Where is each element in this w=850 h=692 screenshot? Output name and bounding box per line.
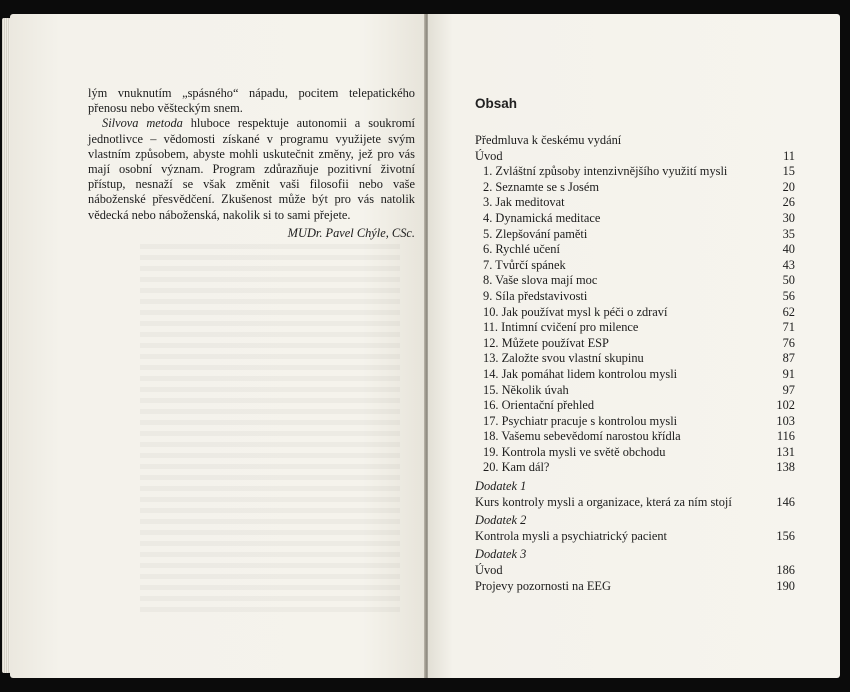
toc-appendix-title: Dodatek 1: [475, 479, 527, 494]
toc-page-number: 71: [782, 320, 795, 335]
toc-entry: [475, 445, 795, 461]
toc-entry: [475, 211, 795, 227]
toc-entry: [475, 579, 795, 595]
toc-appendix-title: Dodatek 2: [475, 513, 527, 528]
toc-entry-title: Kurs kontroly mysli a organizace, která za ním stojí: [475, 494, 732, 509]
toc-entry-title: 14. Jak pomáhat lidem kontrolou mysli: [483, 366, 678, 381]
toc-page-number: 138: [776, 460, 795, 475]
toc-entry-title: Předmluva k českému vydání: [475, 133, 622, 147]
toc-entry-title: Kontrola mysli a psychiatrický pacient: [475, 528, 668, 543]
toc-entry: [475, 351, 795, 367]
paragraph-2-italic-lead: Silvova metoda: [102, 116, 183, 131]
toc-entry-title: 1. Zvláštní způsoby intenzivnějšího využití mysli: [483, 164, 728, 179]
right-page: [428, 14, 840, 678]
show-through-text: [140, 244, 400, 614]
toc-entry-title: 3. Jak meditovat: [483, 195, 565, 210]
toc-page-number: 87: [782, 351, 795, 366]
toc-page-number: 50: [782, 273, 795, 288]
toc-entry: [475, 320, 795, 336]
toc-page-number: 40: [782, 242, 795, 257]
toc-entry: [475, 242, 795, 258]
toc-entry: [475, 495, 795, 511]
toc-entry-title: 2. Seznamte se s Josém: [483, 179, 599, 194]
toc-entry-title: 19. Kontrola mysli ve světě obchodu: [483, 444, 666, 459]
toc-entry: [475, 133, 795, 149]
toc-entry-title: 17. Psychiatr pracuje s kontrolou mysli: [483, 413, 678, 428]
toc-page-number: 76: [782, 335, 795, 350]
toc-page-number: 15: [782, 164, 795, 179]
left-page: [10, 14, 425, 678]
toc-page-number: 156: [776, 528, 795, 543]
toc-page-number: 26: [782, 195, 795, 210]
toc-page-number: 43: [782, 257, 795, 272]
toc-entry: [475, 529, 795, 545]
toc-entry: [475, 180, 795, 196]
toc-page-number: 62: [782, 304, 795, 319]
paragraph-2: [88, 116, 415, 222]
toc-entry-title: 6. Rychlé učení: [483, 242, 560, 257]
toc-page-number: 56: [782, 288, 795, 303]
toc-page-number: 190: [776, 578, 795, 593]
toc-entry: [475, 563, 795, 579]
toc-heading: Obsah: [475, 96, 518, 111]
toc-page-number: 11: [783, 148, 795, 163]
toc-entry-title: 4. Dynamická meditace: [483, 210, 601, 225]
toc-entry-title: 11. Intimní cvičení pro milence: [483, 320, 639, 335]
toc-entry: [475, 258, 795, 274]
left-page-text: [88, 86, 415, 241]
toc-entry-title: 18. Vašemu sebevědomí narostou křídla: [483, 429, 681, 444]
toc-entry: [475, 305, 795, 321]
toc-page-number: 97: [782, 382, 795, 397]
toc-entry: [475, 227, 795, 243]
toc-page-number: 146: [776, 494, 795, 509]
paragraph-2-body: hluboce respektuje autonomii a soukromí jednotlivce – vědomosti získané v programu využijete svým vlastním způsobem, abyste mohli uskutečnit změny, jež pro vás mají osobní význam. Program zdůrazňuje pozitivní životní přístup, nesnaží se však změnit vaši filosofii nebo vaše náboženské přesvědčení. Zkušenost může být pro vás natolik vědecká nebo náboženská, nakolik si to sami přejete.: [88, 116, 415, 222]
toc-page-number: 30: [782, 210, 795, 225]
toc-entry: [475, 414, 795, 430]
toc-entry: [475, 273, 795, 289]
table-of-contents: [475, 133, 795, 594]
toc-entry-title: 13. Založte svou vlastní skupinu: [483, 351, 644, 366]
toc-entry-title: 5. Zlepšování paměti: [483, 226, 588, 241]
signature: MUDr. Pavel Chýle, CSc.: [287, 225, 415, 240]
toc-page-number: 131: [776, 444, 795, 459]
toc-entry: [475, 460, 795, 476]
toc-page-number: 116: [776, 429, 795, 444]
toc-page-number: 35: [782, 226, 795, 241]
toc-entry-title: 15. Několik úvah: [483, 382, 569, 397]
paragraph-1: lým vnuknutím „spásného“ nápadu, pocitem telepatického přenosu nebo věšteckým snem.: [88, 86, 415, 116]
toc-entry: [475, 289, 795, 305]
toc-page-number: 20: [782, 179, 795, 194]
toc-entry: [475, 383, 795, 399]
toc-appendix-title: Dodatek 3: [475, 547, 527, 562]
toc-entry-title: 20. Kam dál?: [483, 460, 550, 475]
toc-entry-title: 7. Tvůrčí spánek: [483, 257, 566, 272]
toc-page-number: 91: [782, 366, 795, 381]
toc-entry-title: Úvod: [475, 148, 503, 163]
toc-entry-title: 10. Jak používat mysl k péči o zdraví: [483, 304, 668, 319]
toc-entry-title: 12. Můžete používat ESP: [483, 335, 609, 350]
toc-page-number: 186: [776, 563, 795, 578]
toc-entry: [475, 336, 795, 352]
toc-entry-title: 9. Síla představivosti: [483, 288, 588, 303]
toc-entry: [475, 429, 795, 445]
toc-entry-title: 8. Vaše slova mají moc: [483, 273, 598, 288]
toc-entry: [475, 164, 795, 180]
toc-page-number: 103: [776, 413, 795, 428]
toc-entry: [475, 398, 795, 414]
toc-entry-title: Projevy pozornosti na EEG: [475, 578, 611, 593]
toc-entry-title: 16. Orientační přehled: [483, 398, 595, 413]
toc-entry: [475, 149, 795, 165]
toc-page-number: 102: [776, 398, 795, 413]
toc-entry: [475, 195, 795, 211]
toc-entry: [475, 367, 795, 383]
toc-entry-title: Úvod: [475, 563, 503, 578]
